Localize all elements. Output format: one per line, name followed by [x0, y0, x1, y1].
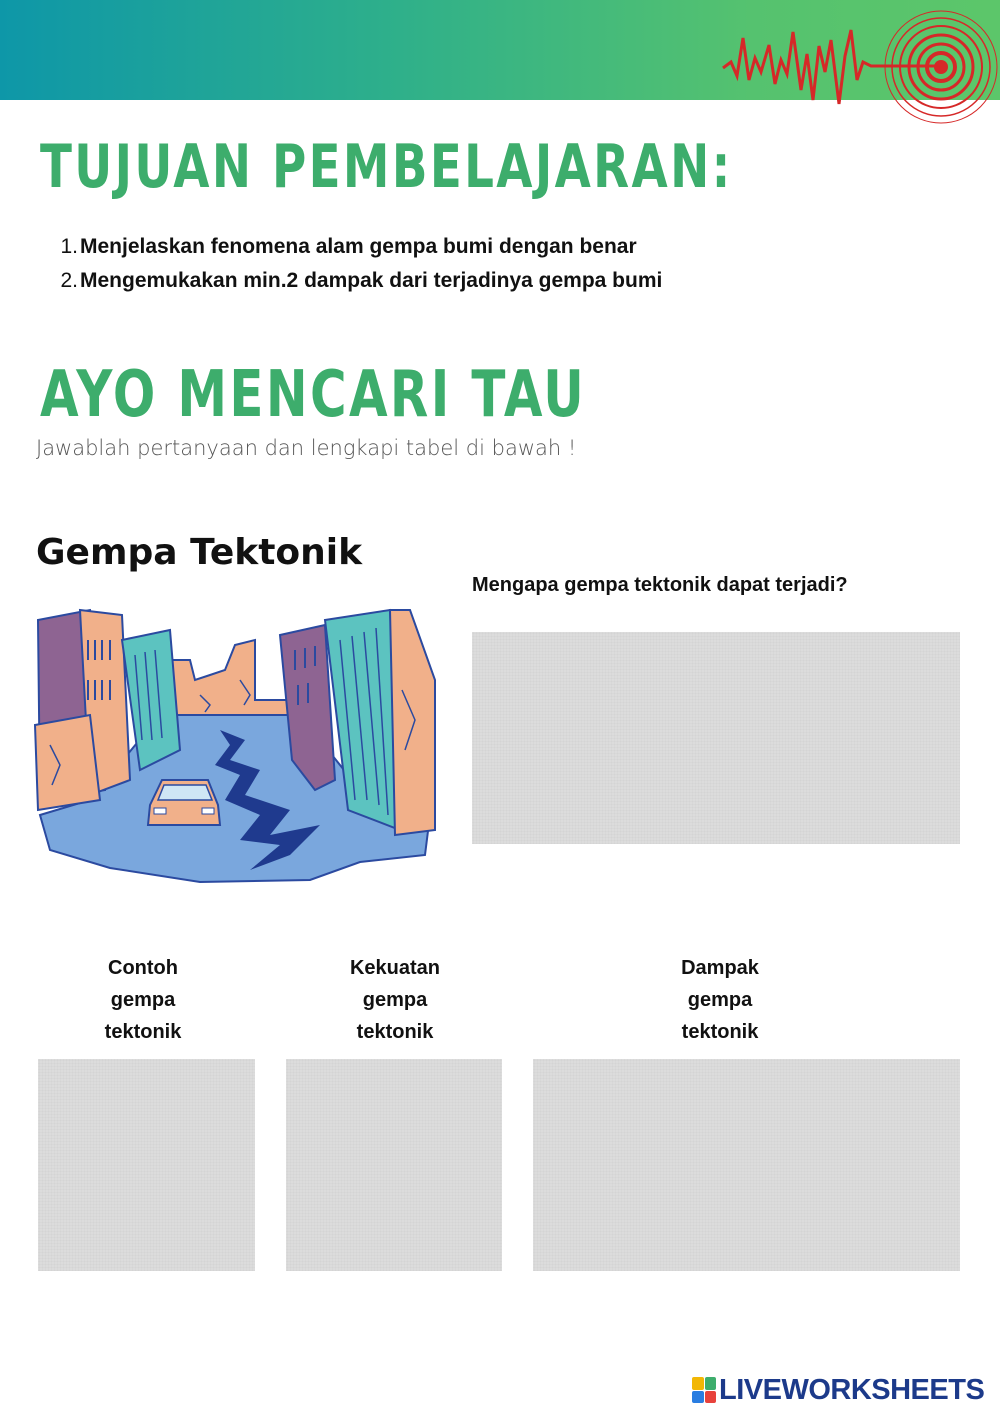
- column-label-strength: [330, 952, 460, 1048]
- label-line: gempa: [362, 989, 428, 1011]
- list-item: [56, 264, 956, 298]
- explore-heading: AYO MENCARI TAU: [40, 358, 587, 432]
- liveworksheets-logo-icon: [692, 1377, 716, 1403]
- answer-field-why[interactable]: [472, 632, 960, 844]
- instruction-text: Jawablah pertanyaan dan lengkapi tabel di bawah !: [36, 436, 577, 460]
- objectives-heading: TUJUAN PEMBELAJARAN:: [40, 132, 733, 202]
- label-line: Kekuatan: [349, 957, 441, 979]
- list-number: 1.: [60, 235, 78, 258]
- answer-field-strength[interactable]: [286, 1059, 502, 1271]
- column-label-impact: [660, 952, 780, 1048]
- answer-field-impact[interactable]: [533, 1059, 960, 1271]
- label-line: gempa: [110, 989, 176, 1011]
- label-line: tektonik: [356, 1021, 434, 1043]
- label-line: tektonik: [681, 1021, 759, 1043]
- objective-text: Menjelaskan fenomena alam gempa bumi dengan benar: [80, 235, 637, 258]
- label-line: Contoh: [108, 957, 178, 979]
- seismograph-icon: [715, 0, 1000, 130]
- question-text: Mengapa gempa tektonik dapat terjadi?: [472, 574, 848, 596]
- brand-name: LIVEWORKSHEETS: [719, 1373, 985, 1406]
- earthquake-city-illustration: [30, 600, 440, 885]
- objectives-list: [56, 230, 956, 298]
- label-line: Dampak: [681, 957, 759, 979]
- label-line: tektonik: [104, 1021, 182, 1043]
- section-title: Gempa Tektonik: [36, 532, 363, 573]
- answer-field-examples[interactable]: [38, 1059, 255, 1271]
- list-number: 2.: [60, 269, 78, 292]
- objective-text: Mengemukakan min.2 dampak dari terjadinya gempa bumi: [80, 269, 663, 292]
- brand-footer: [692, 1373, 984, 1407]
- column-label-examples: [88, 952, 198, 1048]
- list-item: [56, 230, 956, 264]
- label-line: gempa: [687, 989, 753, 1011]
